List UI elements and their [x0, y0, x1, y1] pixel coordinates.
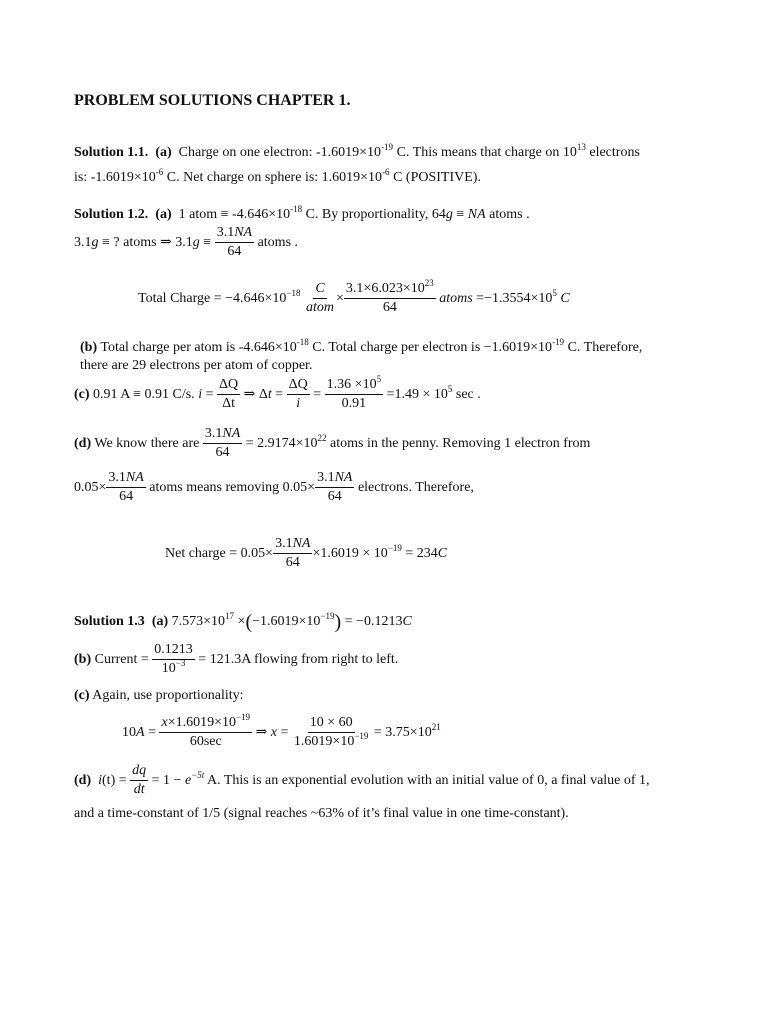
fraction: $\frac{0.1213}{10^{-3}}$ — [154, 642, 193, 676]
exponent: 13 — [576, 142, 586, 152]
solution-1-1-line-2 — [74, 167, 481, 185]
solution-1-3-line-c: (c) Again, use proportionality: — [74, 688, 244, 703]
total-charge-equation: Total Charge = $-4.646\times 10^{-18}$ $\frac{C}{\text{atom}}$ × $\frac{3.1\times 6.023\times 10^{23}}{64}$ atoms $=-1.3554\times 10^5$ C — [138, 278, 570, 315]
proportionality-equation: 10A = $\frac{x\times 1.6019\times 10^{-19}}{60\sec}$ ⇒ x = $\frac{10 \times 60}{1.6019\times 10^{-19}}$ = $3.75\times 10^{21}$ — [122, 712, 441, 749]
fraction: $\frac{3.1NA}{64}$ — [108, 470, 144, 504]
solution-1-3-line-b: (b) Current = $\frac{0.1213}{10^{-3}}$ = 121.3A flowing from right to left. — [74, 642, 399, 676]
text: 1 atom ≡ -4.646×10 — [178, 207, 291, 222]
text: C. This means that charge on 10 — [393, 145, 577, 160]
text: atoms — [439, 290, 473, 306]
equation-label: Net charge — [165, 545, 226, 561]
text: 0.91 A ≡ 0.91 C/s. — [89, 386, 199, 402]
solution-label: Solution 1.2. — [74, 207, 149, 222]
solution-1-3-line-d: (d) i(t) = $\frac{dq}{dt}$ = $1 - e^{-5t}$ A. This is an exponential evolution with an initial value of 0, a final value of 1, — [74, 763, 650, 797]
symbol: NA — [467, 207, 486, 222]
fraction: $\frac{3.1\times 6.023\times 10^{23}}{64}$ — [345, 278, 434, 315]
solution-label: Solution 1.1. — [74, 145, 149, 160]
part-label: (d) — [74, 772, 92, 788]
text: Total charge per atom is -4.646×10 — [97, 340, 297, 355]
text: C. Net charge on sphere is: 1.6019×10 — [163, 170, 383, 185]
symbol: g — [445, 207, 453, 222]
fraction: $\frac{\Delta Q}{\Delta t}$ — [218, 377, 239, 411]
text: C. Therefore, — [564, 340, 643, 355]
text: is: -1.6019×10 — [74, 170, 156, 185]
fraction: $\frac{3.1NA}{64}$ — [204, 426, 241, 460]
fraction: $\frac{C}{\text{atom}}$ — [306, 281, 335, 315]
exponent: -6 — [382, 167, 390, 177]
net-charge-equation: Net charge = 0.05× $\frac{3.1NA}{64}$ $\times 1.6019 \times 10^{-19} = 234C$ — [165, 536, 448, 570]
solution-1-2-line-1 — [74, 204, 530, 222]
solution-1-3-line-d2: and a time-constant of 1/5 (signal reaches ~63% of it’s final value in one time-constant). — [74, 806, 569, 821]
text: C. By proportionality, 64 — [302, 207, 446, 222]
solution-1-2-line-2 — [74, 226, 298, 259]
text: atoms . — [485, 207, 530, 222]
part-label: (b) — [74, 651, 92, 667]
part-label: (b) — [80, 340, 98, 355]
part-label: (c) — [74, 688, 90, 703]
part-label: (a) — [151, 614, 169, 630]
fraction: $\frac{x\times 1.6019\times 10^{-19}}{60\sec}$ — [161, 712, 251, 749]
part-label: (c) — [74, 386, 90, 402]
fraction: $\frac{3.1NA}{64}$ — [216, 225, 253, 259]
fraction: $\frac{\Delta Q}{i}$ — [288, 377, 308, 411]
page-title: PROBLEM SOLUTIONS CHAPTER 1. — [74, 92, 351, 109]
fraction: $\frac{dq}{dt}$ — [132, 763, 147, 797]
text: 3.1 — [74, 234, 92, 250]
exponent: −18 — [286, 287, 301, 298]
symbol: g — [192, 234, 200, 250]
fraction: $\frac{10 \times 60}{1.6019\times 10^{-19}}$ — [293, 715, 369, 749]
exponent: -18 — [290, 204, 303, 214]
part-label: (a) — [155, 207, 172, 222]
text: =−1.3554×10 — [472, 290, 553, 306]
text: C (POSITIVE). — [389, 170, 481, 185]
text: ≡ — [452, 207, 468, 222]
exponent: -19 — [381, 142, 394, 152]
part-label: (d) — [74, 435, 92, 451]
exponent: -18 — [296, 337, 309, 347]
text: = −4.646×10 — [213, 290, 287, 306]
text: electrons — [585, 145, 640, 160]
fraction: $\frac{1.36 \times 10^5}{0.91}$ — [326, 374, 382, 411]
text: C. Total charge per electron is −1.6019×10 — [308, 340, 553, 355]
part-d-line-2: 0.05× $\frac{3.1NA}{64}$ atoms means removing 0.05× $\frac{3.1NA}{64}$ electrons. Therefore, — [74, 470, 474, 504]
text: We know there are — [91, 435, 203, 451]
fraction: $\frac{3.1NA}{64}$ — [317, 470, 353, 504]
text: Charge on one electron: -1.6019×10 — [178, 145, 382, 160]
exponent: -6 — [155, 167, 164, 177]
equation-label: Total Charge — [138, 290, 211, 306]
exponent: 5 — [552, 287, 557, 298]
part-b-line-2: there are 29 electrons per atom of copper. — [80, 358, 313, 373]
solution-label: Solution 1.3 — [74, 614, 145, 630]
text: atoms . — [257, 234, 299, 250]
part-label: (a) — [155, 145, 172, 160]
part-d-line-1: (d) We know there are $\frac{3.1NA}{64}$ = $2.9174\times 10^{22}$ atoms in the penny. Removing 1 electron from — [74, 426, 591, 460]
text: C — [556, 290, 570, 306]
symbol: g — [91, 234, 99, 250]
solution-1-1-line-1 — [74, 142, 640, 160]
symbol: i — [198, 386, 203, 402]
solution-1-3-line-a: Solution 1.3 (a) $7.573\times 10^{17} \times(-1.6019\times 10^{-19}) = -0.1213C$ — [74, 611, 412, 633]
text: ≡ ? atoms ⇒ 3.1 — [98, 234, 193, 250]
part-c-line: (c) 0.91 A ≡ 0.91 C/s. i = $\frac{\Delta Q}{\Delta t}$ ⇒ Δt = $\frac{\Delta Q}{i}$ = $\frac{1.36 \times 10^5}{0.91}$ $=1.49 \times 10^5$ sec . — [74, 374, 481, 411]
fraction: $\frac{3.1NA}{64}$ — [275, 536, 311, 570]
exponent: -19 — [552, 337, 565, 347]
part-b-line-1 — [80, 337, 643, 355]
text: ≡ — [199, 234, 215, 250]
